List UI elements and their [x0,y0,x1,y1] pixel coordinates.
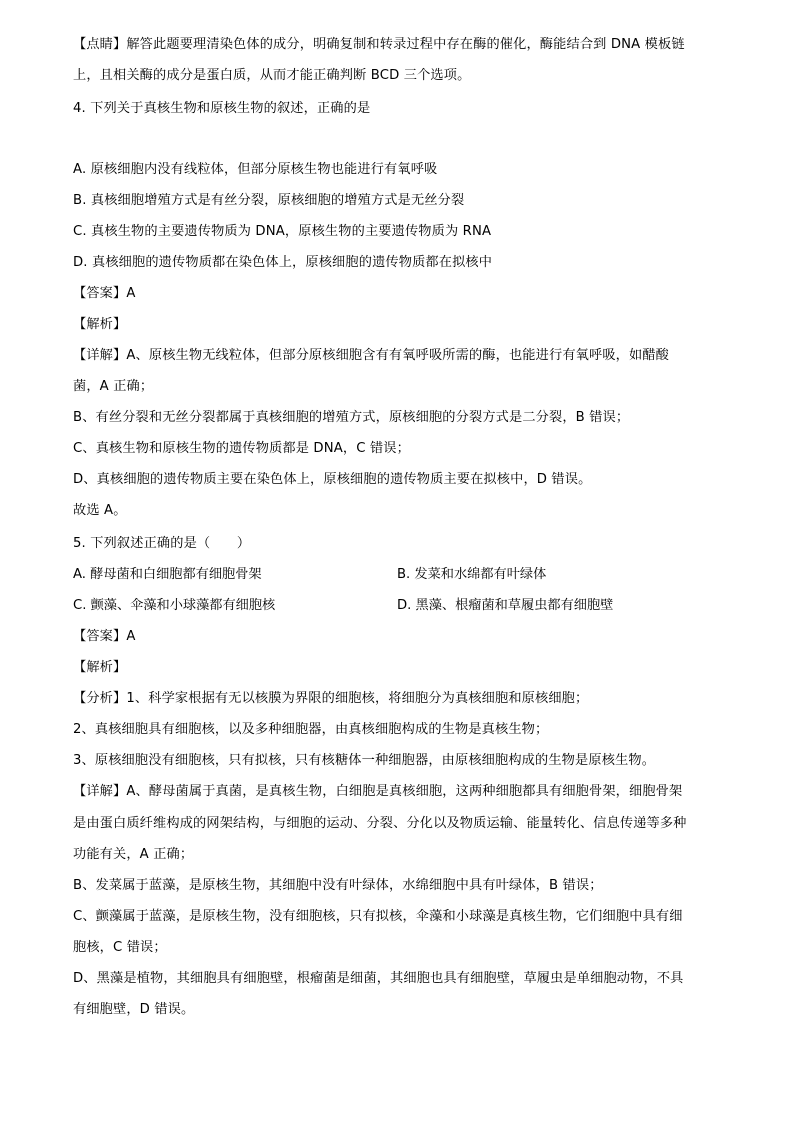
text-line: C. 真核生物的主要遗传物质为 DNA，原核生物的主要遗传物质为 RNA [73,224,492,239]
text-line: B、有丝分裂和无丝分裂都属于真核细胞的增殖方式，原核细胞的分裂方式是二分裂，B 错误； [73,410,630,425]
text-line: A. 原核细胞内没有线粒体，但部分原核生物也能进行有氧呼吸 [73,162,438,177]
text-line: 【解析】 [73,660,127,675]
text-line: 故选 A。 [73,503,127,518]
text-line: D、黑藻是植物，其细胞具有细胞壁，根瘤菌是细菌，其细胞也具有细胞壁，草履虫是单细胞动物，不具 [73,971,684,986]
text-line: 胞核，C 错误； [73,940,167,955]
text-line: 【分析】1、科学家根据有无以核膜为界限的细胞核，将细胞分为真核细胞和原核细胞； [73,691,589,706]
text-line: 【详解】A、原核生物无线粒体，但部分原核细胞含有有氧呼吸所需的酶，也能进行有氧呼吸，如醋酸 [73,348,670,363]
text-line: B、发菜属于蓝藻，是原核生物，其细胞中没有叶绿体，水绵细胞中具有叶绿体，B 错误； [73,878,603,893]
text-line: 【答案】A [73,629,136,644]
text-line: 【点睛】解答此题要理清染色体的成分，明确复制和转录过程中存在酶的催化，酶能结合到 DNA 模板链 [73,37,685,52]
text-line: 2、真核细胞具有细胞核，以及多种细胞器，由真核细胞构成的生物是真核生物； [73,722,549,737]
text-line: C、真核生物和原核生物的遗传物质都是 DNA，C 错误； [73,441,410,456]
text-line: C、颤藻属于蓝藻，是原核生物，没有细胞核，只有拟核，伞藻和小球藻是真核生物，它们细胞中具有细 [73,909,683,924]
text-line: 是由蛋白质纤维构成的网架结构，与细胞的运动、分裂、分化以及物质运输、能量转化、信息传递等多种 [73,816,687,831]
text-line: B. 真核细胞增殖方式是有丝分裂，原核细胞的增殖方式是无丝分裂 [73,193,465,208]
text-line: 有细胞壁，D 错误。 [73,1002,195,1017]
q5-option-c: C. 颤藻、伞藻和小球藻都有细胞核 [73,598,276,613]
text-line: 上，且相关酶的成分是蛋白质，从而才能正确判断 BCD 三个选项。 [73,68,471,83]
text-line: 4. 下列关于真核生物和原核生物的叙述，正确的是 [73,101,371,116]
q5-option-d: D. 黑藻、根瘤菌和草履虫都有细胞壁 [397,598,614,613]
text-line: 功能有关，A 正确； [73,847,194,862]
text-line: 【解析】 [73,317,127,332]
text-line: 3、原核细胞没有细胞核，只有拟核，只有核糖体一种细胞器，由原核细胞构成的生物是原核生物。 [73,753,656,768]
text-line: D. 真核细胞的遗传物质都在染色体上，原核细胞的遗传物质都在拟核中 [73,255,493,270]
text-line: 5. 下列叙述正确的是（ ） [73,536,251,551]
text-line: 【答案】A [73,286,136,301]
text-line: 菌，A 正确； [73,379,154,394]
text-line: 【详解】A、酵母菌属于真菌，是真核生物，白细胞是真核细胞，这两种细胞都具有细胞骨架，细胞骨架 [73,784,683,799]
q5-option-a: A. 酵母菌和白细胞都有细胞骨架 [73,567,262,582]
q5-option-b: B. 发菜和水绵都有叶绿体 [397,567,547,582]
text-line: D、真核细胞的遗传物质主要在染色体上，原核细胞的遗传物质主要在拟核中，D 错误。 [73,472,592,487]
